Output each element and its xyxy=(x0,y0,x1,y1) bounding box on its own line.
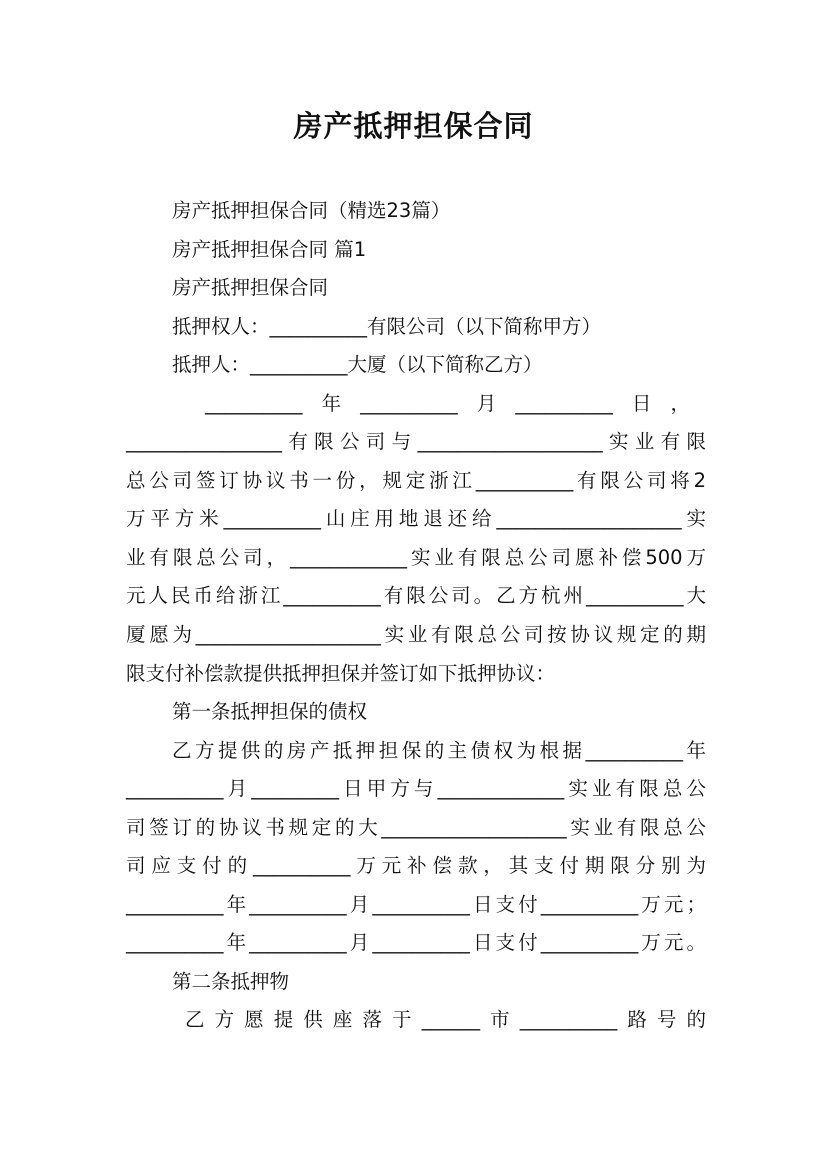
document-title: 房产抵押担保合同 xyxy=(293,109,534,143)
paragraph-line: 限支付补偿款提供抵押担保并签订如下抵押协议： xyxy=(126,662,556,685)
paragraph-line: 乙方提供的房产抵押担保的主债权为根据__________年 xyxy=(172,739,706,762)
paragraph-line: __________年__________月__________日支付__________万元。 xyxy=(126,931,706,954)
paragraph-line: 厦愿为___________________实业有限总公司按协议规定的期 xyxy=(126,623,706,646)
paragraph-line: 乙方愿提供座落于______市__________路号的 xyxy=(185,1008,706,1031)
paragraph-line: 司应支付的__________万元补偿款，其支付期限分别为 xyxy=(126,854,706,877)
paragraph-line: 司签订的协议书规定的大___________________实业有限总公 xyxy=(126,816,706,839)
paragraph-line: ________________有限公司与___________________实业有限 xyxy=(126,430,706,453)
paragraph-line: 业有限总公司，____________实业有限总公司愿补偿500万 xyxy=(126,546,706,569)
section-heading: 第二条抵押物 xyxy=(172,970,290,993)
paragraph-line: 房产抵押担保合同 篇1 xyxy=(172,238,367,261)
paragraph-line: 总公司签订协议书一份，规定浙江__________有限公司将2 xyxy=(126,469,706,492)
paragraph-line: __________月_________日甲方与_____________实业有限总公 xyxy=(126,777,706,800)
paragraph-line: __________年__________月__________日支付__________万元； xyxy=(126,893,706,916)
paragraph-line: 房产抵押担保合同（精选23篇） xyxy=(172,199,451,222)
paragraph-line: 房产抵押担保合同 xyxy=(172,276,329,299)
paragraph-line: 抵押人：__________大厦（以下简称乙方） xyxy=(172,353,543,376)
section-heading: 第一条抵押担保的债权 xyxy=(172,700,368,723)
paragraph-line: 抵押权人：__________有限公司（以下简称甲方） xyxy=(172,315,602,338)
paragraph-line: 万平方米__________山庄用地退还给___________________实 xyxy=(126,507,706,530)
paragraph-line: 元人民币给浙江__________有限公司。乙方杭州__________大 xyxy=(126,584,706,607)
paragraph-line: __________年__________月__________日， xyxy=(205,392,690,415)
